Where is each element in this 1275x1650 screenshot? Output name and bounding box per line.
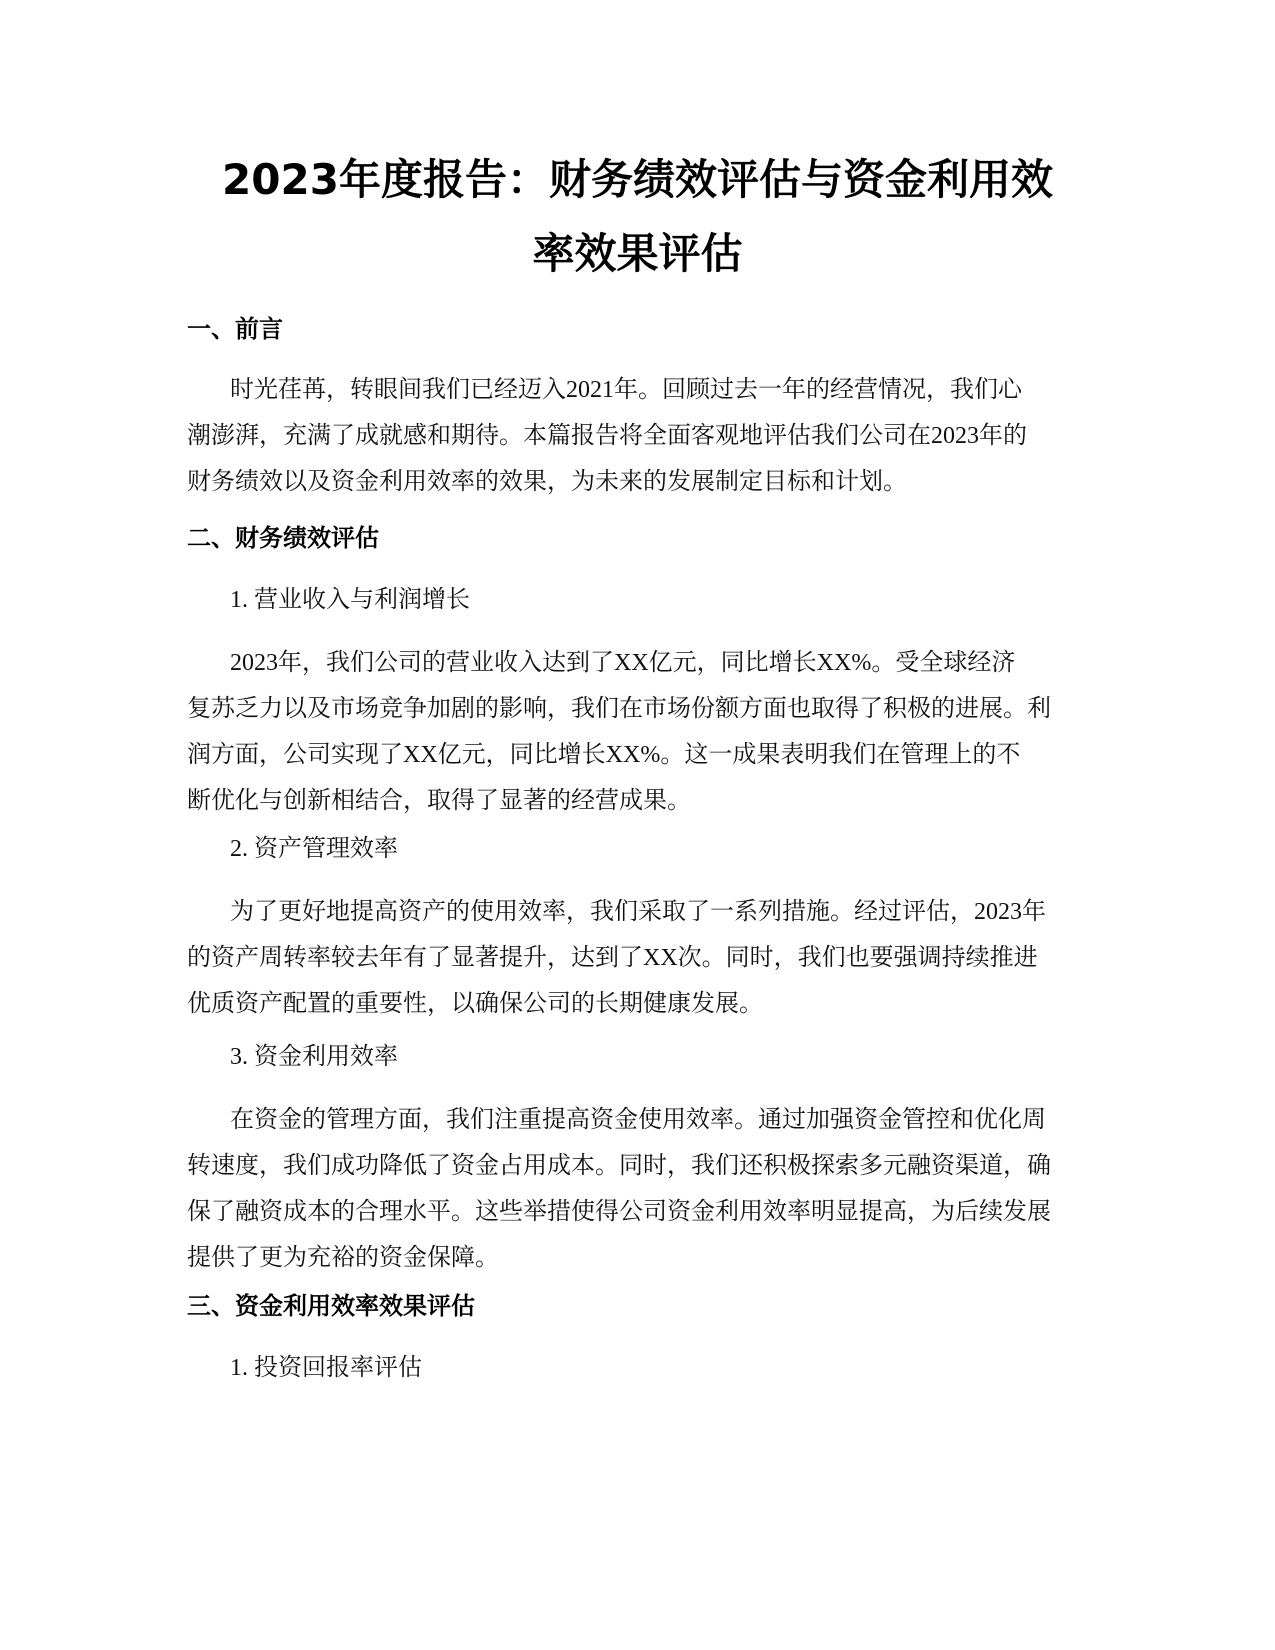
paragraph-line: 财务绩效以及资金利用效率的效果，为未来的发展制定目标和计划。 xyxy=(187,469,907,495)
paragraph-line: 为了更好地提高资产的使用效率，我们采取了一系列措施。经过评估，2023年 xyxy=(230,899,1046,925)
subsection-title-roi: 1. 投资回报率评估 xyxy=(230,1355,422,1381)
subsection-title-fund-efficiency: 3. 资金利用效率 xyxy=(230,1044,398,1070)
paragraph-line: 提供了更为充裕的资金保障。 xyxy=(187,1245,499,1271)
section-heading-fund-efficiency-evaluation: 三、资金利用效率效果评估 xyxy=(187,1292,475,1320)
document-title-line-2: 率效果评估 xyxy=(532,229,743,278)
paragraph-line: 润方面，公司实现了XX亿元，同比增长XX%。这一成果表明我们在管理上的不 xyxy=(187,742,1021,768)
paragraph-line: 2023年，我们公司的营业收入达到了XX亿元，同比增长XX%。受全球经济 xyxy=(230,650,1016,676)
fund-efficiency-paragraph xyxy=(187,1097,1087,1281)
paragraph-line: 转速度，我们成功降低了资金占用成本。同时，我们还积极探索多元融资渠道，确 xyxy=(187,1153,1051,1179)
paragraph-line: 保了融资成本的合理水平。这些举措使得公司资金利用效率明显提高，为后续发展 xyxy=(187,1199,1051,1225)
paragraph-line: 优质资产配置的重要性，以确保公司的长期健康发展。 xyxy=(187,991,763,1017)
preface-paragraph xyxy=(187,367,1087,505)
revenue-profit-paragraph xyxy=(187,640,1087,824)
paragraph-line: 时光荏苒，转眼间我们已经迈入2021年。回顾过去一年的经营情况，我们心 xyxy=(230,377,1022,403)
subsection-title-asset-management: 2. 资产管理效率 xyxy=(230,836,398,862)
section-heading-financial-performance: 二、财务绩效评估 xyxy=(187,524,379,552)
paragraph-line: 的资产周转率较去年有了显著提升，达到了XX次。同时，我们也要强调持续推进 xyxy=(187,945,1038,971)
paragraph-line: 潮澎湃，充满了成就感和期待。本篇报告将全面客观地评估我们公司在2023年的 xyxy=(187,423,1027,449)
paragraph-line: 断优化与创新相结合，取得了显著的经营成果。 xyxy=(187,788,691,814)
section-heading-preface: 一、前言 xyxy=(187,315,283,343)
paragraph-line: 复苏乏力以及市场竞争加剧的影响，我们在市场份额方面也取得了积极的进展。利 xyxy=(187,696,1051,722)
paragraph-line: 在资金的管理方面，我们注重提高资金使用效率。通过加强资金管控和优化周 xyxy=(230,1107,1046,1133)
subsection-title-revenue-profit: 1. 营业收入与利润增长 xyxy=(230,587,470,613)
asset-management-paragraph xyxy=(187,889,1087,1027)
document-title-line-1: 2023年度报告：财务绩效评估与资金利用效 xyxy=(222,155,1053,204)
